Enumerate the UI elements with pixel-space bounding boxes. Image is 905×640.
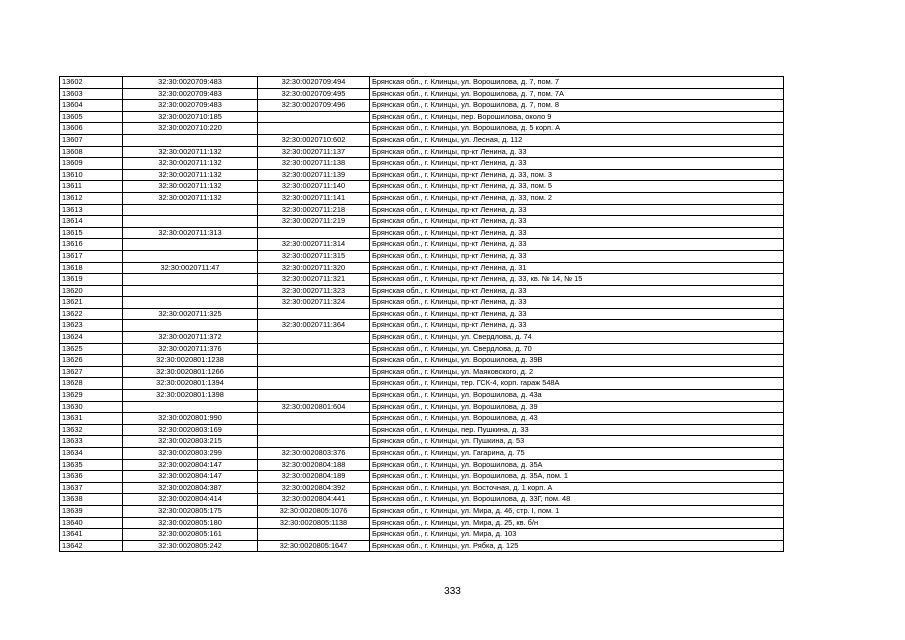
- table-row: [60, 181, 784, 193]
- object-cadastral-number-cell: 32:30:0020710:602: [258, 134, 370, 146]
- object-cadastral-number-cell: [258, 378, 370, 390]
- object-cadastral-number-cell: 32:30:0020805:1138: [258, 517, 370, 529]
- source-cadastral-number-cell: 32:30:0020801:1266: [123, 366, 258, 378]
- address-cell: Брянская обл., г. Клинцы, ул. Ворошилова, д. 35А, пом. 1: [370, 471, 784, 483]
- object-cadastral-number-cell: 32:30:0020711:218: [258, 204, 370, 216]
- row-number-cell: 13617: [60, 250, 123, 262]
- row-number-cell: 13635: [60, 459, 123, 471]
- source-cadastral-number-cell: 32:30:0020710:185: [123, 111, 258, 123]
- row-number-cell: 13625: [60, 343, 123, 355]
- row-number-cell: 13642: [60, 540, 123, 552]
- object-cadastral-number-cell: 32:30:0020711:140: [258, 181, 370, 193]
- cadastral-table: [59, 76, 784, 552]
- address-cell: Брянская обл., г. Клинцы, пер. Ворошилова, около 9: [370, 111, 784, 123]
- row-number-cell: 13608: [60, 146, 123, 158]
- source-cadastral-number-cell: 32:30:0020711:132: [123, 169, 258, 181]
- address-cell: Брянская обл., г. Клинцы, ул. Пушкина, д. 53: [370, 436, 784, 448]
- source-cadastral-number-cell: 32:30:0020805:242: [123, 540, 258, 552]
- object-cadastral-number-cell: [258, 390, 370, 402]
- row-number-cell: 13634: [60, 448, 123, 460]
- row-number-cell: 13619: [60, 274, 123, 286]
- source-cadastral-number-cell: 32:30:0020711:132: [123, 146, 258, 158]
- source-cadastral-number-cell: 32:30:0020804:414: [123, 494, 258, 506]
- table-row: [60, 494, 784, 506]
- object-cadastral-number-cell: 32:30:0020801:604: [258, 401, 370, 413]
- address-cell: Брянская обл., г. Клинцы, ул. Маяковского, д. 2: [370, 366, 784, 378]
- row-number-cell: 13612: [60, 192, 123, 204]
- row-number-cell: 13603: [60, 88, 123, 100]
- table-row: [60, 332, 784, 344]
- source-cadastral-number-cell: 32:30:0020803:215: [123, 436, 258, 448]
- row-number-cell: 13621: [60, 297, 123, 309]
- row-number-cell: 13628: [60, 378, 123, 390]
- address-cell: Брянская обл., г. Клинцы, пр-кт Ленина, д. 33: [370, 320, 784, 332]
- row-number-cell: 13606: [60, 123, 123, 135]
- object-cadastral-number-cell: 32:30:0020711:314: [258, 239, 370, 251]
- address-cell: Брянская обл., г. Клинцы, ул. Ворошилова, д. 43а: [370, 390, 784, 402]
- object-cadastral-number-cell: 32:30:0020805:1647: [258, 540, 370, 552]
- source-cadastral-number-cell: [123, 320, 258, 332]
- table-row: [60, 77, 784, 89]
- object-cadastral-number-cell: 32:30:0020804:392: [258, 482, 370, 494]
- row-number-cell: 13632: [60, 424, 123, 436]
- address-cell: Брянская обл., г. Клинцы, пер. Пушкина, д. 33: [370, 424, 784, 436]
- object-cadastral-number-cell: 32:30:0020711:324: [258, 297, 370, 309]
- table-row: [60, 204, 784, 216]
- object-cadastral-number-cell: 32:30:0020711:138: [258, 158, 370, 170]
- source-cadastral-number-cell: [123, 239, 258, 251]
- address-cell: Брянская обл., г. Клинцы, ул. Ворошилова, д. 7, пом. 7: [370, 77, 784, 89]
- row-number-cell: 13641: [60, 529, 123, 541]
- object-cadastral-number-cell: 32:30:0020711:219: [258, 216, 370, 228]
- object-cadastral-number-cell: [258, 424, 370, 436]
- address-cell: Брянская обл., г. Клинцы, пр-кт Ленина, д. 33: [370, 158, 784, 170]
- page-number: 333: [444, 586, 461, 597]
- row-number-cell: 13611: [60, 181, 123, 193]
- source-cadastral-number-cell: 32:30:0020711:372: [123, 332, 258, 344]
- address-cell: Брянская обл., г. Клинцы, пр-кт Ленина, д. 33: [370, 239, 784, 251]
- row-number-cell: 13629: [60, 390, 123, 402]
- address-cell: Брянская обл., г. Клинцы, ул. Свердлова, д. 74: [370, 332, 784, 344]
- source-cadastral-number-cell: [123, 204, 258, 216]
- table-row: [60, 505, 784, 517]
- table-row: [60, 471, 784, 483]
- table-row: [60, 250, 784, 262]
- row-number-cell: 13609: [60, 158, 123, 170]
- source-cadastral-number-cell: 32:30:0020804:387: [123, 482, 258, 494]
- source-cadastral-number-cell: 32:30:0020803:299: [123, 448, 258, 460]
- row-number-cell: 13631: [60, 413, 123, 425]
- table-row: [60, 100, 784, 112]
- address-cell: Брянская обл., г. Клинцы, пр-кт Ленина, д. 33: [370, 216, 784, 228]
- object-cadastral-number-cell: [258, 111, 370, 123]
- source-cadastral-number-cell: 32:30:0020711:132: [123, 158, 258, 170]
- row-number-cell: 13607: [60, 134, 123, 146]
- table-row: [60, 239, 784, 251]
- address-cell: Брянская обл., г. Клинцы, пр-кт Ленина, д. 33: [370, 308, 784, 320]
- address-cell: Брянская обл., г. Клинцы, пр-кт Ленина, д. 33: [370, 204, 784, 216]
- table-row: [60, 169, 784, 181]
- table-row: [60, 320, 784, 332]
- address-cell: Брянская обл., г. Клинцы, ул. Мира, д. 46, стр. I, пом. 1: [370, 505, 784, 517]
- table-body: [60, 77, 784, 552]
- address-cell: Брянская обл., г. Клинцы, ул. Ворошилова, д. 43: [370, 413, 784, 425]
- row-number-cell: 13639: [60, 505, 123, 517]
- table-row: [60, 262, 784, 274]
- row-number-cell: 13613: [60, 204, 123, 216]
- row-number-cell: 13604: [60, 100, 123, 112]
- address-cell: Брянская обл., г. Клинцы, ул. Свердлова, д. 70: [370, 343, 784, 355]
- source-cadastral-number-cell: [123, 274, 258, 286]
- object-cadastral-number-cell: 32:30:0020711:139: [258, 169, 370, 181]
- source-cadastral-number-cell: [123, 401, 258, 413]
- address-cell: Брянская обл., г. Клинцы, пр-кт Ленина, д. 33: [370, 227, 784, 239]
- object-cadastral-number-cell: [258, 355, 370, 367]
- object-cadastral-number-cell: 32:30:0020711:320: [258, 262, 370, 274]
- object-cadastral-number-cell: 32:30:0020804:188: [258, 459, 370, 471]
- row-number-cell: 13610: [60, 169, 123, 181]
- address-cell: Брянская обл., г. Клинцы, ул. Ворошилова, д. 5 корп. А: [370, 123, 784, 135]
- address-cell: Брянская обл., г. Клинцы, пр-кт Ленина, д. 33, пом. 3: [370, 169, 784, 181]
- source-cadastral-number-cell: 32:30:0020709:483: [123, 88, 258, 100]
- address-cell: Брянская обл., г. Клинцы, ул. Лесная, д. 112: [370, 134, 784, 146]
- object-cadastral-number-cell: [258, 343, 370, 355]
- object-cadastral-number-cell: 32:30:0020711:137: [258, 146, 370, 158]
- source-cadastral-number-cell: 32:30:0020711:376: [123, 343, 258, 355]
- table-row: [60, 343, 784, 355]
- table-row: [60, 355, 784, 367]
- source-cadastral-number-cell: 32:30:0020801:990: [123, 413, 258, 425]
- row-number-cell: 13638: [60, 494, 123, 506]
- table-row: [60, 482, 784, 494]
- object-cadastral-number-cell: 32:30:0020709:495: [258, 88, 370, 100]
- object-cadastral-number-cell: [258, 436, 370, 448]
- row-number-cell: 13640: [60, 517, 123, 529]
- source-cadastral-number-cell: [123, 250, 258, 262]
- object-cadastral-number-cell: 32:30:0020711:321: [258, 274, 370, 286]
- table-row: [60, 459, 784, 471]
- table-row: [60, 88, 784, 100]
- table-row: [60, 436, 784, 448]
- address-cell: Брянская обл., г. Клинцы, пр-кт Ленина, д. 33: [370, 250, 784, 262]
- table-row: [60, 285, 784, 297]
- address-cell: Брянская обл., г. Клинцы, пр-кт Ленина, д. 33, пом. 5: [370, 181, 784, 193]
- row-number-cell: 13602: [60, 77, 123, 89]
- address-cell: Брянская обл., г. Клинцы, ул. Мира, д. 25, кв. б/н: [370, 517, 784, 529]
- object-cadastral-number-cell: 32:30:0020804:189: [258, 471, 370, 483]
- object-cadastral-number-cell: [258, 123, 370, 135]
- table-row: [60, 540, 784, 552]
- object-cadastral-number-cell: 32:30:0020711:323: [258, 285, 370, 297]
- object-cadastral-number-cell: 32:30:0020709:496: [258, 100, 370, 112]
- source-cadastral-number-cell: 32:30:0020801:1398: [123, 390, 258, 402]
- object-cadastral-number-cell: [258, 413, 370, 425]
- address-cell: Брянская обл., г. Клинцы, пр-кт Ленина, д. 33: [370, 297, 784, 309]
- object-cadastral-number-cell: 32:30:0020711:315: [258, 250, 370, 262]
- address-cell: Брянская обл., г. Клинцы, ул. Ворошилова, д. 39В: [370, 355, 784, 367]
- source-cadastral-number-cell: 32:30:0020801:1394: [123, 378, 258, 390]
- table-row: [60, 424, 784, 436]
- source-cadastral-number-cell: 32:30:0020711:132: [123, 192, 258, 204]
- row-number-cell: 13616: [60, 239, 123, 251]
- row-number-cell: 13636: [60, 471, 123, 483]
- source-cadastral-number-cell: 32:30:0020711:325: [123, 308, 258, 320]
- address-cell: Брянская обл., г. Клинцы, пр-кт Ленина, д. 31: [370, 262, 784, 274]
- object-cadastral-number-cell: [258, 366, 370, 378]
- address-cell: Брянская обл., г. Клинцы, ул. Ворошилова, д. 7, пом. 8: [370, 100, 784, 112]
- address-cell: Брянская обл., г. Клинцы, ул. Ворошилова, д. 7, пом. 7А: [370, 88, 784, 100]
- table-row: [60, 158, 784, 170]
- row-number-cell: 13618: [60, 262, 123, 274]
- table-row: [60, 378, 784, 390]
- table-row: [60, 366, 784, 378]
- table-row: [60, 413, 784, 425]
- object-cadastral-number-cell: [258, 529, 370, 541]
- address-cell: Брянская обл., г. Клинцы, ул. Ворошилова, д. 39: [370, 401, 784, 413]
- row-number-cell: 13605: [60, 111, 123, 123]
- row-number-cell: 13637: [60, 482, 123, 494]
- row-number-cell: 13620: [60, 285, 123, 297]
- source-cadastral-number-cell: 32:30:0020711:47: [123, 262, 258, 274]
- row-number-cell: 13622: [60, 308, 123, 320]
- object-cadastral-number-cell: 32:30:0020711:141: [258, 192, 370, 204]
- object-cadastral-number-cell: 32:30:0020803:376: [258, 448, 370, 460]
- address-cell: Брянская обл., г. Клинцы, ул. Восточная, д. 1 корп. А: [370, 482, 784, 494]
- source-cadastral-number-cell: 32:30:0020710:220: [123, 123, 258, 135]
- source-cadastral-number-cell: [123, 216, 258, 228]
- table-row: [60, 123, 784, 135]
- source-cadastral-number-cell: [123, 297, 258, 309]
- table-row: [60, 308, 784, 320]
- row-number-cell: 13627: [60, 366, 123, 378]
- source-cadastral-number-cell: 32:30:0020804:147: [123, 471, 258, 483]
- address-cell: Брянская обл., г. Клинцы, ул. Ворошилова, д. 35А: [370, 459, 784, 471]
- source-cadastral-number-cell: 32:30:0020803:169: [123, 424, 258, 436]
- source-cadastral-number-cell: 32:30:0020805:175: [123, 505, 258, 517]
- source-cadastral-number-cell: 32:30:0020711:313: [123, 227, 258, 239]
- object-cadastral-number-cell: 32:30:0020805:1076: [258, 505, 370, 517]
- table-row: [60, 517, 784, 529]
- source-cadastral-number-cell: [123, 134, 258, 146]
- table-row: [60, 192, 784, 204]
- source-cadastral-number-cell: 32:30:0020805:180: [123, 517, 258, 529]
- source-cadastral-number-cell: 32:30:0020711:132: [123, 181, 258, 193]
- address-cell: Брянская обл., г. Клинцы, ул. Рябка, д. 125: [370, 540, 784, 552]
- table-row: [60, 111, 784, 123]
- object-cadastral-number-cell: 32:30:0020711:364: [258, 320, 370, 332]
- source-cadastral-number-cell: 32:30:0020709:483: [123, 77, 258, 89]
- source-cadastral-number-cell: 32:30:0020709:483: [123, 100, 258, 112]
- row-number-cell: 13633: [60, 436, 123, 448]
- address-cell: Брянская обл., г. Клинцы, пр-кт Ленина, д. 33: [370, 146, 784, 158]
- address-cell: Брянская обл., г. Клинцы, пр-кт Ленина, д. 33, кв. № 14, № 15: [370, 274, 784, 286]
- row-number-cell: 13614: [60, 216, 123, 228]
- table-row: [60, 274, 784, 286]
- row-number-cell: 13626: [60, 355, 123, 367]
- row-number-cell: 13615: [60, 227, 123, 239]
- row-number-cell: 13624: [60, 332, 123, 344]
- source-cadastral-number-cell: 32:30:0020805:161: [123, 529, 258, 541]
- row-number-cell: 13630: [60, 401, 123, 413]
- address-cell: Брянская обл., г. Клинцы, пр-кт Ленина, д. 33, пом. 2: [370, 192, 784, 204]
- table-row: [60, 146, 784, 158]
- object-cadastral-number-cell: [258, 332, 370, 344]
- address-cell: Брянская обл., г. Клинцы, ул. Гагарина, д. 75: [370, 448, 784, 460]
- table-row: [60, 134, 784, 146]
- source-cadastral-number-cell: 32:30:0020801:1238: [123, 355, 258, 367]
- address-cell: Брянская обл., г. Клинцы, ул. Мира, д. 103: [370, 529, 784, 541]
- source-cadastral-number-cell: 32:30:0020804:147: [123, 459, 258, 471]
- table-row: [60, 390, 784, 402]
- table-row: [60, 529, 784, 541]
- table-row: [60, 216, 784, 228]
- object-cadastral-number-cell: 32:30:0020804:441: [258, 494, 370, 506]
- source-cadastral-number-cell: [123, 285, 258, 297]
- table-row: [60, 227, 784, 239]
- table-row: [60, 401, 784, 413]
- address-cell: Брянская обл., г. Клинцы, тер. ГСК-4, корп. гараж 548А: [370, 378, 784, 390]
- object-cadastral-number-cell: [258, 227, 370, 239]
- object-cadastral-number-cell: 32:30:0020709:494: [258, 77, 370, 89]
- row-number-cell: 13623: [60, 320, 123, 332]
- address-cell: Брянская обл., г. Клинцы, пр-кт Ленина, д. 33: [370, 285, 784, 297]
- object-cadastral-number-cell: [258, 308, 370, 320]
- table-row: [60, 448, 784, 460]
- address-cell: Брянская обл., г. Клинцы, ул. Ворошилова, д. 33Г, пом. 48: [370, 494, 784, 506]
- table-row: [60, 297, 784, 309]
